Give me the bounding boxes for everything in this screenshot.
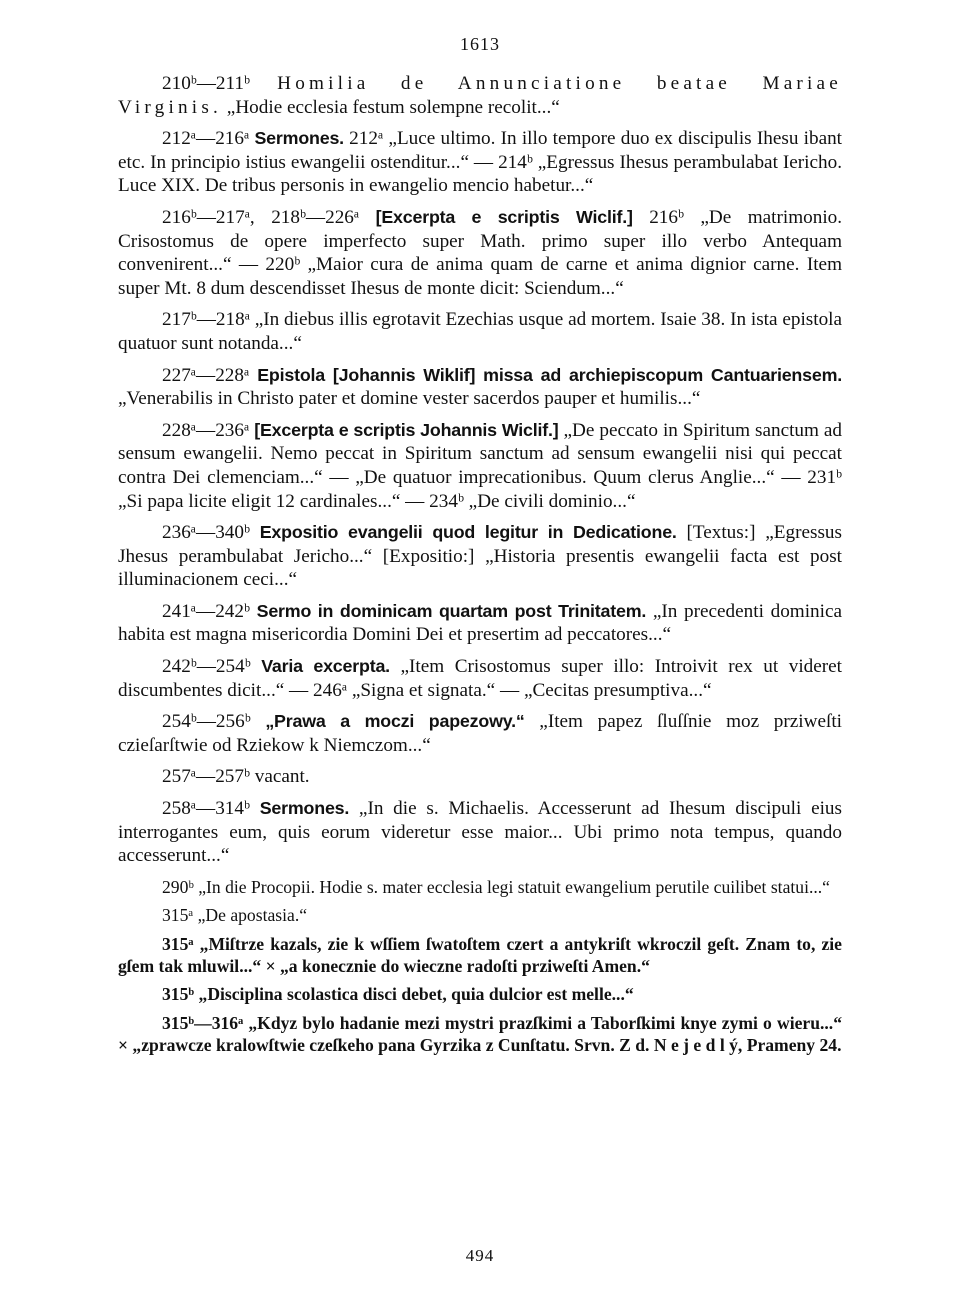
entry-text: „In die s. Michaelis. Accesserunt ad Ihesum discipuli eius interrogantes eum, quis eorum videretur esse maior... Ubi primo nota tempus, quando accesserunt...“ <box>118 798 842 867</box>
catalog-entry <box>118 521 842 592</box>
catalog-entry <box>118 655 842 702</box>
folio-range: 227ᵃ—228ᵃ <box>162 364 250 386</box>
entry-text: 216ᵇ „De matrimonio. Crisostomus de opere imperfecto super Math. primo super illo verbo Antequam convenirent...“ — 220ᵇ „Maior cura de anima quam de carne et anima dignior carne. Item super Mt. 8 dum descendisset Ihesus de monte dicit: Sciendum...“ <box>118 206 843 299</box>
folio-range: 315ᵇ <box>162 984 195 1005</box>
entry-text: „Item papez ſluſſnie moz prziweſti czieſarſtwie od Rziekow k Niemczom...“ <box>118 711 842 756</box>
folio-range: 242ᵇ—254ᵇ <box>162 656 251 678</box>
folio-range: 315ᵃ <box>162 933 194 954</box>
catalog-entry <box>118 308 842 355</box>
entry-title: Homilia de Annunciatione beatae Mariae Virginis. <box>118 73 842 118</box>
entry-title: Epistola [Johannis Wiklif] missa ad archiepiscopum Cantuariensem. <box>257 364 843 385</box>
entry-title: Expositio evangelii quod legitur in Dedicatione. <box>259 522 677 543</box>
catalog-content <box>118 72 842 1063</box>
catalog-entry <box>118 600 842 647</box>
catalog-entry <box>118 72 842 119</box>
page-number-bottom: 494 <box>465 1246 495 1265</box>
catalog-entry <box>118 1012 842 1057</box>
page-number-top: 1613 <box>460 34 500 54</box>
entry-text: „Kdyz bylo hadanie mezi mystri prazſkimi a Taborſkimi knye zymi o wieru...“ × „zprawcze kralowſtwie czeſkeho pana Gyrzika z Cunſtatu. Srvn. Z d. N e j e d l ý, Prameny 24. <box>118 1012 842 1056</box>
entry-text: „Disciplina scolastica disci debet, quia dulcior est melle...“ <box>198 984 634 1005</box>
folio-range: 216ᵇ—217ᵃ, 218ᵇ—226ᵃ <box>162 206 360 228</box>
entry-text: 212ᵃ „Luce ultimo. In illo tempore duo ex discipulis Ihesu ibant etc. In principio istius ewangelii ostenditur...“ — 214ᵇ „Egressus Ihesus perambulabat Iericho. Luce XIX. De tribus personis in ewangelio mencio habetur...“ <box>118 128 843 197</box>
entry-title: Varia excerpta. <box>261 656 390 677</box>
folio-range: 258ᵃ—314ᵇ <box>162 798 250 820</box>
entry-text: „Venerabilis in Christo pater et domine vester sacerdos pauper et humilis...“ <box>118 388 701 410</box>
entry-text: „In die Procopii. Hodie s. mater ecclesia legi statuit ewangelium perutile cuilibet statui...“ <box>198 876 830 897</box>
folio-range: 217ᵇ—218ᵃ <box>162 309 250 331</box>
catalog-entry <box>118 983 842 1005</box>
entry-title: Sermones. <box>254 128 344 149</box>
catalog-entry <box>118 206 842 300</box>
entry-text: „De peccato in Spiritum sanctum ad sensum ewangelii. Nemo peccat in Spiritum sanctum ad sensum ewangelii nisi qui peccat contra Dei clemenciam...“ — „De quatuor imprecationibus. Quum clerus Anglie...“ — 231ᵇ „Si papa licite eligit 12 cardinales...“ — 234ᵇ „De civili dominio...“ <box>118 419 843 512</box>
catalog-entry <box>118 876 842 898</box>
catalog-entry <box>118 904 842 926</box>
catalog-entry <box>118 765 842 789</box>
entry-text: „In diebus illis egrotavit Ezechias usque ad mortem. Isaie 38. In ista epistola quatuor sunt notanda...“ <box>118 309 843 354</box>
entry-title: Sermones. <box>259 798 350 819</box>
catalog-entry <box>118 933 842 978</box>
entry-title: [Excerpta e scriptis Wiclif.] <box>375 206 633 227</box>
folio-range: 315ᵃ <box>162 905 194 926</box>
folio-range: 236ᵃ—340ᵇ <box>162 522 250 544</box>
folio-range: 315ᵇ—316ᵃ <box>162 1012 244 1033</box>
entry-title: „Prawa a moczi papezowy.“ <box>265 711 525 732</box>
folio-range: 228ᵃ—236ᵃ <box>162 419 250 441</box>
entry-text: [Textus:] „Egressus Jhesus perambulabat Jericho...“ [Expositio:] „Historia presentis ewangelii facta est post illuminacionem ceci...“ <box>118 522 842 591</box>
entry-text: „Item Crisostomus super illo: Introivit rex ut videret discumbentes dicit...“ — 246ᵃ „Signa et signata.“ — „Cecitas presumptiva...“ <box>118 656 842 701</box>
catalog-entry <box>118 364 842 411</box>
folio-range: 210ᵇ—211ᵇ <box>162 73 250 94</box>
entry-text: „Hodie ecclesia festum solempne recolit...“ <box>226 96 560 118</box>
catalog-entry <box>118 419 842 513</box>
folio-range: 290ᵇ <box>162 876 194 897</box>
entry-text: vacant. <box>254 766 310 788</box>
catalog-entry <box>118 710 842 757</box>
catalog-entry <box>118 127 842 198</box>
entry-title: Sermo in dominicam quartam post Trinitatem. <box>256 600 647 621</box>
entry-text: „In precedenti dominica habita est magna misericordia Domini Dei et presertim ad peccatores...“ <box>118 600 842 646</box>
catalog-entry <box>118 797 842 868</box>
folio-range: 241ᵃ—242ᵇ <box>162 600 250 622</box>
entry-title: [Excerpta e scriptis Johannis Wiclif.] <box>254 419 559 440</box>
folio-range: 212ᵃ—216ᵃ <box>162 128 250 150</box>
entry-text: „De apostasia.“ <box>197 905 308 926</box>
folio-range: 254ᵇ—256ᵇ <box>162 711 251 733</box>
entry-text: „Miſtrze kazals, zie k wſſiem ſwatoſtem czert a antykriſt wkroczil geſt. Znam to, zie gſem tak mluwil...“ × „a konecznie do wieczne radoſti prziweſti Amen.“ <box>118 933 842 977</box>
folio-range: 257ᵃ—257ᵇ <box>162 766 250 788</box>
